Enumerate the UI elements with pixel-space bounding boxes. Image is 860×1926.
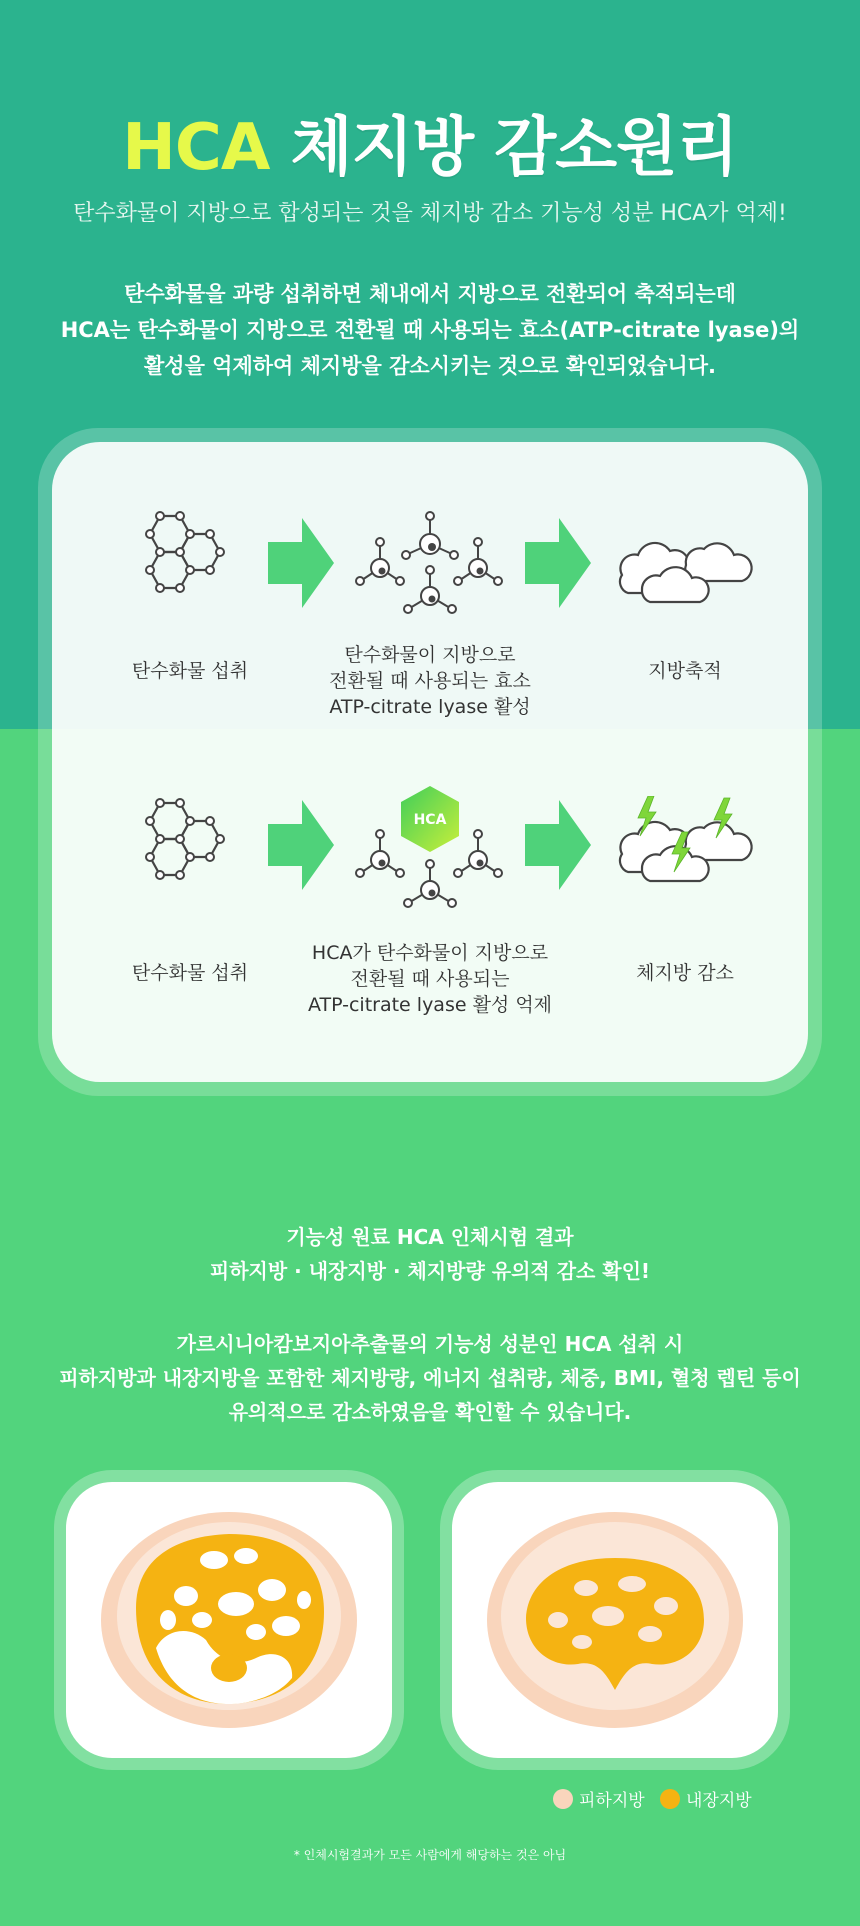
result-body-line: 가르시니아캄보지아추출물의 기능성 성분인 HCA 섭취 시: [176, 1332, 684, 1356]
intro-line: HCA는 탄수화물이 지방으로 전환될 때 사용되는 효소(ATP-citrate lyase)의: [60, 318, 800, 342]
row2-step3-caption: 체지방 감소: [636, 962, 734, 984]
visceral-dot-icon: [660, 1789, 680, 1809]
title-rest: 체지방 감소원리: [290, 111, 738, 185]
enzyme-molecule-icon: [350, 508, 510, 623]
arrow-right-icon: [525, 518, 595, 608]
legend-subcutaneous: [553, 1786, 645, 1811]
result-body-line: 유의적으로 감소하였음을 확인할 수 있습니다.: [228, 1400, 632, 1424]
result-heading: [0, 1220, 860, 1288]
caption-line: ATP-citrate lyase 활성 억제: [307, 994, 553, 1016]
row1-step1-caption: 탄수화물 섭취: [131, 660, 249, 682]
result-heading-line: 피하지방 · 내장지방 · 체지방량 유의적 감소 확인!: [209, 1259, 651, 1283]
intro-text: [30, 276, 830, 384]
row2-step1-caption: 탄수화물 섭취: [131, 962, 249, 984]
intro-line: 활성을 억제하여 체지방을 감소시키는 것으로 확인되었습니다.: [144, 354, 716, 378]
row2-step2-caption: [280, 940, 580, 1018]
result-body: [0, 1327, 860, 1429]
caption-line: 탄수화물이 지방으로: [344, 644, 516, 666]
hca-badge-label: HCA: [413, 812, 447, 828]
arrow-right-icon: [268, 800, 338, 890]
row1-step2-caption: [300, 642, 560, 720]
legend-label: 피하지방: [579, 1791, 645, 1811]
page-subtitle: 탄수화물이 지방으로 합성되는 것을 체지방 감소 기능성 성분 HCA가 억제!: [73, 201, 787, 226]
carbohydrate-molecule-icon: [120, 508, 250, 626]
abdomen-before-illustration: [96, 1508, 362, 1732]
fat-reduction-cloud-icon: [612, 796, 757, 896]
intro-line: 탄수화물을 과량 섭취하면 체내에서 지방으로 전환되어 축적되는데: [124, 282, 736, 306]
caption-line: 전환될 때 사용되는 효소: [329, 670, 531, 692]
caption-line: ATP-citrate lyase 활성: [329, 696, 531, 718]
enzyme-molecule-icon: [350, 820, 510, 920]
footnote: * 인체시험결과가 모든 사람에게 해당하는 것은 아님: [293, 1848, 567, 1862]
arrow-right-icon: [268, 518, 338, 608]
caption-line: HCA가 탄수화물이 지방으로: [311, 942, 549, 964]
arrow-right-icon: [525, 800, 595, 890]
legend-visceral: [660, 1786, 752, 1811]
row1-step3-caption: 지방축적: [648, 660, 722, 682]
subcutaneous-dot-icon: [553, 1789, 573, 1809]
title-hca: HCA: [122, 111, 270, 185]
abdomen-after-illustration: [482, 1508, 748, 1732]
carbohydrate-molecule-icon: [120, 795, 250, 913]
fat-cloud-icon: [612, 530, 757, 615]
caption-line: 전환될 때 사용되는: [350, 968, 510, 990]
legend-label: 내장지방: [686, 1791, 752, 1811]
result-heading-line: 기능성 원료 HCA 인체시험 결과: [286, 1225, 574, 1249]
page-title: [0, 96, 860, 188]
result-body-line: 피하지방과 내장지방을 포함한 체지방량, 에너지 섭취량, 체중, BMI, 혈청 렙틴 등이: [59, 1366, 801, 1390]
